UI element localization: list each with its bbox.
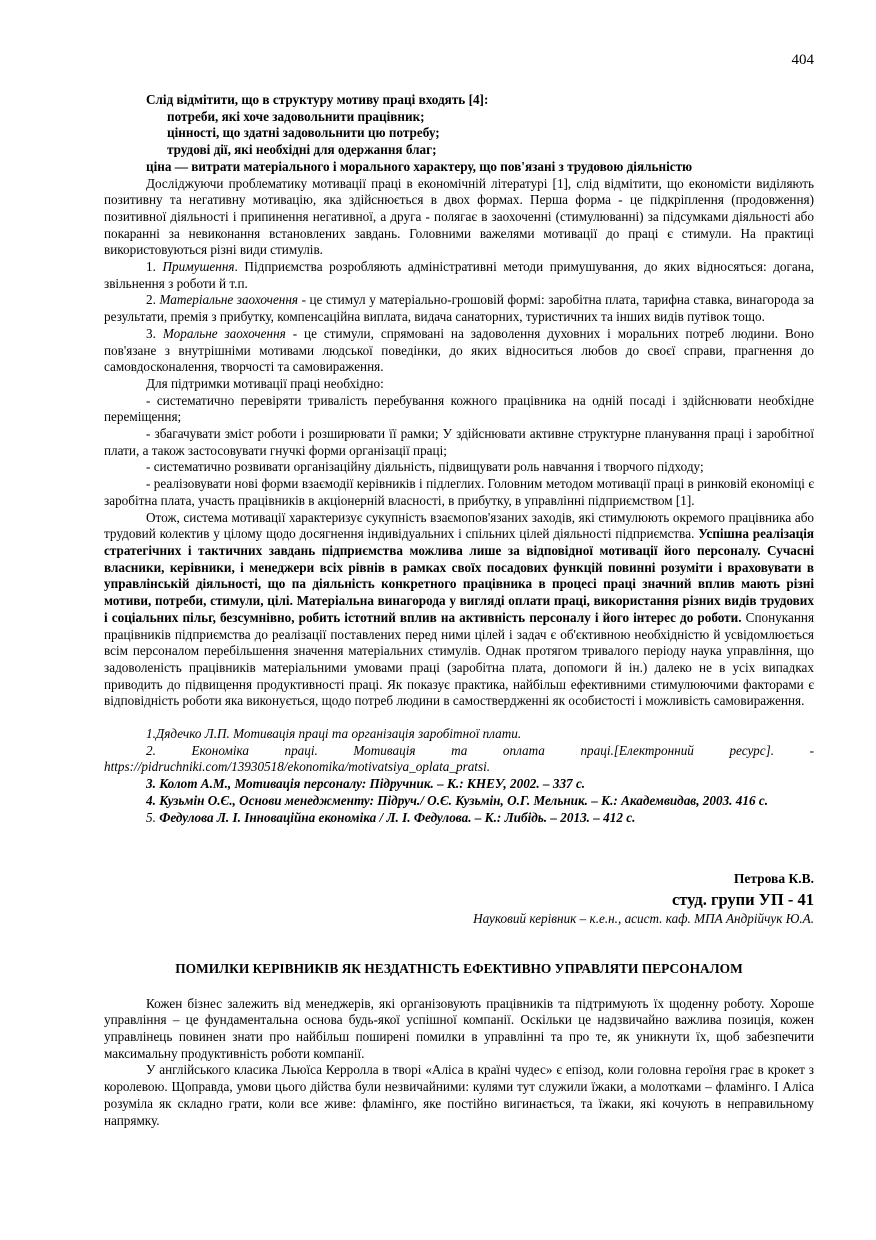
system-text-end: Спонукання працівників підприємства до реалізації поставлених перед ними цілей і задач є об'єктивною необхідністю й усвідомлюється всім персоналом перебільшення значення матеріальних стимулів. Однак протягом тривалого періоду наука управління, що задоволеність працівників матеріальними умовами праці (заробітна плата, допомоги й ін.) далеко не в усіх випадках приводить до підвищення продуктивності праці. Як показує практика, найбільш ефективними стимулюючими факторами є відповідність роботи яка виконується, щодо потреб людини в самоствердженні як особистості і можливість самовираження. <box>104 609 815 709</box>
motive-list <box>146 109 814 159</box>
list-number: 2. <box>146 292 160 308</box>
paragraph-motivation-system <box>104 510 814 710</box>
reference-item: 1.Дядечко Л.П. Мотивація праці та організація заробітної плати. <box>146 726 522 742</box>
list-number: 1. <box>146 259 163 275</box>
motive-item: цінності, що здатні задовольнити цю потребу; <box>167 125 440 141</box>
term-moral: Моральне заохочення <box>162 325 286 341</box>
list-number: 3. <box>146 325 163 341</box>
reference-item: 3. Колот А.М., Мотивація персоналу: Підручник. – К.: КНЕУ, 2002. – 337 с. <box>146 776 586 792</box>
paragraph-support-item: - реалізовувати нові форми взаємодії керівників і підлеглих. Головним методом мотивації праці в ринковій економіці є заробітна плата, участь працівників в акціонерній власності, в прибутку, в управлінні підприємством [1]. <box>104 476 814 508</box>
paragraph-moral-incentive <box>104 326 814 376</box>
author-group: студ. групи УП - 41 <box>671 890 814 910</box>
author-name: Петрова К.В. <box>733 871 814 887</box>
article-paragraph: У англійського класика Льюїса Керролла в творі «Аліса в країні чудес» є епізод, коли головна героїня грає в крокет з королевою. Щоправда, умови цього дійства були незвичайними: кулями тут служили їжаки, а молотками – фламінго. І Аліса розуміла як складно грати, коли все живе: фламінго, яке постійно вигинається, та їжаки, які кочують в неправильному напрямку. <box>104 1062 814 1128</box>
term-coercion: Примушення <box>162 259 235 275</box>
reference-number: 5. <box>146 809 160 825</box>
paragraph-support-intro: Для підтримки мотивації праці необхідно: <box>146 375 384 391</box>
supervisor: Науковий керівник – к.е.н., асист. каф. МПА Андрійчук Ю.А. <box>473 911 814 927</box>
article-title: ПОМИЛКИ КЕРІВНИКІВ ЯК НЕЗДАТНІСТЬ ЕФЕКТИВНО УПРАВЛЯТИ ПЕРСОНАЛОМ <box>175 960 743 976</box>
reference-item: 4. Кузьмін О.Є., Основи менеджменту: Підруч./ О.Є. Кузьмін, О.Г. Мельник. – К.: Академвидав, 2003. 416 с. <box>146 792 768 808</box>
reference-text: Федулова Л. І. Інноваційна економіка / Л. І. Федулова. – К.: Либідь. – 2013. – 412 с. <box>159 809 636 825</box>
term-material: Матеріальне заохочення <box>159 292 299 308</box>
system-text-bold: Успішна реалізація стратегічних і тактичних завдань підприємства можлива лише за відповідної мотивації його персоналу. Сучасні власники, керівники, і менеджери всіх рівнів в рамках своїх посадових функцій повинні розуміти і враховувати в управлінській діяльності, що па діяльність конкретного працівника в процесі праці значний вплив мають різні мотиви, потреби, стимули, цілі. Матеріальна винагорода у вигляді оплати праці, використання різних видів трудових і соціальних пільг, безсумнівно, робить істотний вплив на активність персоналу і його інтерес до роботи. <box>104 526 814 625</box>
page-number: 404 <box>791 52 814 68</box>
page-content <box>104 92 814 1129</box>
paragraph-coercion <box>104 259 814 292</box>
motive-last-item: ціна — витрати матеріального і морального характеру, що пов'язані з трудовою діяльністю <box>146 158 693 174</box>
paragraph-support-item: - збагачувати зміст роботи і розширювати її рамки; У здійснювати активне структурне планування праці і заробітної плати, а також застосовувати гнучкі форми організації праці; <box>104 426 814 458</box>
paragraph-support-item: - систематично перевіряти тривалість перебування кожного працівника на одній посаді і здійснювати необхідне переміщення; <box>104 392 814 425</box>
author-block <box>104 870 814 928</box>
reference-item: 2. Економіка праці. Мотивація та оплата праці.[Електронний ресурс]. - <box>146 742 814 758</box>
paragraph-material-incentive <box>104 292 814 325</box>
paragraph-support-item: - систематично розвивати організаційну діяльність, підвищувати роль навчання і творчого підходу; <box>146 459 704 475</box>
motive-item: трудові дії, які необхідні для одержання благ; <box>167 142 437 158</box>
material-text: - це стимул у матеріально-грошовій формі: заробітна плата, тарифна ставка, винагорода за результати, премія з прибутку, компенсаційна виплата, видача санаторних, туристичних та інших видів путівок тощо. <box>104 292 814 325</box>
reference-url: https://pidruchniki.com/13930518/ekonomika/motivatsiya_oplata_pratsi. <box>104 759 491 775</box>
system-text-start: Отож, система мотивації характеризує сукупність взаємопов'язаних заходів, які стимулюють окремого працівника або трудовий колектив у цілому щодо досягнення індивідуальних і спільних цілей діяльності підприємства. <box>104 509 814 542</box>
references <box>104 726 814 826</box>
coercion-text: . Підприємства розробляють адміністративні методи примушування, до яких відносяться: догана, звільнення з роботи й т.п. <box>104 259 814 291</box>
motive-item: потреби, які хоче задовольнити працівник; <box>167 108 425 124</box>
article-paragraph: Кожен бізнес залежить від менеджерів, які організовують працівників та підтримують їх щоденну роботу. Хороше управління – це фундаментальна основа будь-якої успішної компанії. Оскільки це надзвичайно важлива позиція, кожен управлінець повинен знати про найбільш поширені помилки в управлінні та про те, як уникнути їх, щоб забезпечити максимальну продуктивність роботи компанії. <box>104 995 814 1061</box>
reference-item <box>104 810 814 827</box>
paragraph-motivation-forms: Досліджуючи проблематику мотивації праці в економічній літературі [1], слід відмітити, що економісти виділяють позитивну та негативну мотивацію, яка здійснюється в двох формах. Перша форма - це підкріплення (продовження) позитивної діяльності і припинення негативної, а друга - полягає в заохоченні (стимулюванні) за підсумками діяльності або покаранні за невиконання встановлених завдань. Головними важелями мотивації до праці є стимули. На практиці використовуються різні види стимулів. <box>104 175 814 258</box>
motive-heading: Слід відмітити, що в структуру мотиву праці входять [4]: <box>146 92 489 107</box>
moral-text: - це стимули, спрямовані на задоволення духовних і моральних потреб людини. Воно пов'язане з внутрішніми мотивами людської поведінки, до яких відноситься любов до своєї справи, прагнення до самовдосконалення, творчості та самовираження. <box>104 325 815 375</box>
